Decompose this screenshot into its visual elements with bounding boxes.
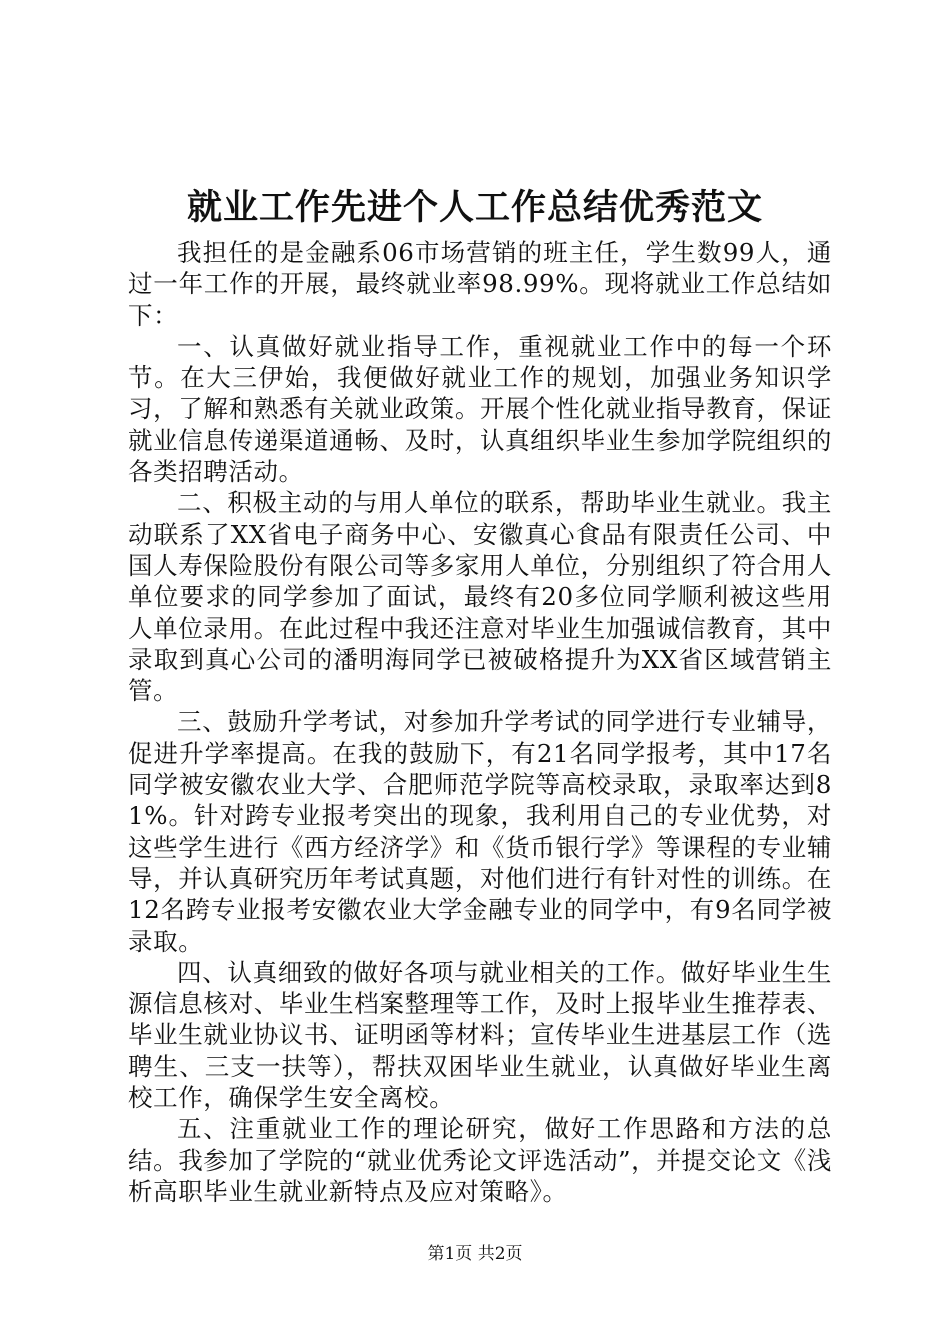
paragraph-section-2: 二、积极主动的与用人单位的联系，帮助毕业生就业。我主动联系了XX省电子商务中心、安徽真心食品有限责任公司、中国人寿保险股份有限公司等多家用人单位，分别组织了符合用人单位要求的同学参加了面试，最终有20多位同学顺利被这些用人单位录用。在此过程中我还注意对毕业生加强诚信教育，其中录取到真心公司的潘明海同学已被破格提升为XX省区域营销主管。 [128, 488, 832, 706]
document-body [128, 237, 832, 1207]
paragraph-section-3: 三、鼓励升学考试，对参加升学考试的同学进行专业辅导，促进升学率提高。在我的鼓励下，有21名同学报考，其中17名同学被安徽农业大学、合肥师范学院等高校录取，录取率达到81%。针对跨专业报考突出的现象，我利用自己的专业优势，对这些学生进行《西方经济学》和《货币银行学》等课程的专业辅导，并认真研究历年考试真题，对他们进行有针对性的训练。在12名跨专业报考安徽农业大学金融专业的同学中，有9名同学被录取。 [128, 707, 832, 956]
paragraph-section-4: 四、认真细致的做好各项与就业相关的工作。做好毕业生生源信息核对、毕业生档案整理等工作，及时上报毕业生推荐表、毕业生就业协议书、证明函等材料；宣传毕业生进基层工作（选聘生、三支一扶等），帮扶双困毕业生就业，认真做好毕业生离校工作，确保学生安全离校。 [128, 957, 832, 1113]
document-title: 就业工作先进个人工作总结优秀范文 [186, 187, 763, 228]
paragraph-section-1: 一、认真做好就业指导工作，重视就业工作中的每一个环节。在大三伊始，我便做好就业工作的规划，加强业务知识学习，了解和熟悉有关就业政策。开展个性化就业指导教育，保证就业信息传递渠道通畅、及时，认真组织毕业生参加学院组织的各类招聘活动。 [128, 331, 832, 487]
paragraph-intro: 我担任的是金融系06市场营销的班主任，学生数99人，通过一年工作的开展，最终就业率98.99%。现将就业工作总结如下： [128, 238, 832, 330]
page-footer: 第1页 共2页 [427, 1244, 523, 1264]
paragraph-section-5: 五、注重就业工作的理论研究，做好工作思路和方法的总结。我参加了学院的“就业优秀论文评选活动”，并提交论文《浅析高职毕业生就业新特点及应对策略》。 [128, 1114, 832, 1206]
